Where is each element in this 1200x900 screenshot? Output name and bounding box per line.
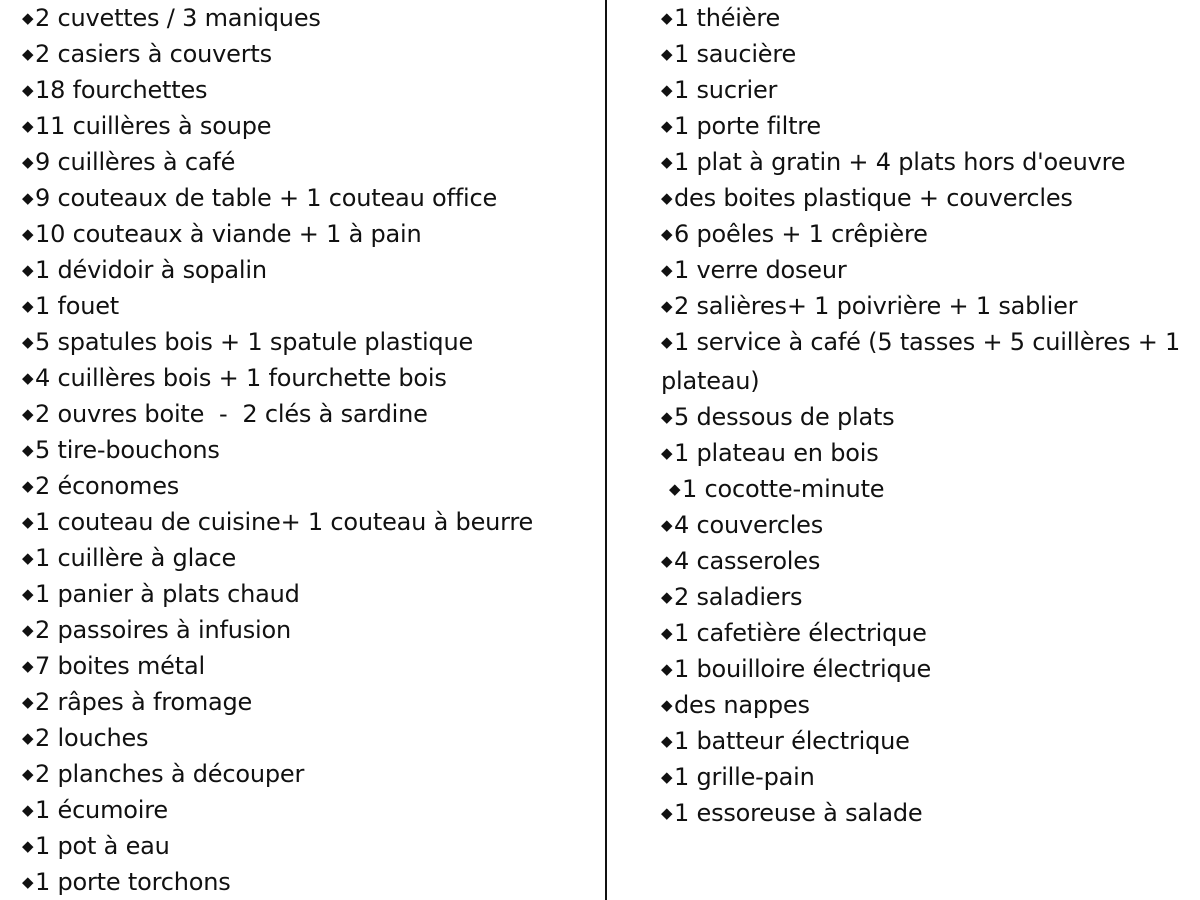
item-label: 1 couteau de cuisine+ 1 couteau à beurre: [35, 508, 534, 536]
bullet-icon: ◆: [22, 369, 34, 387]
list-item: [22, 288, 592, 324]
item-label: 2 ouvres boite - 2 clés à sardine: [35, 400, 428, 428]
bullet-icon: ◆: [22, 333, 34, 351]
item-label: 1 pot à eau: [35, 832, 170, 860]
item-label: 11 cuillères à soupe: [35, 112, 272, 140]
list-item: [22, 540, 592, 576]
bullet-icon: ◆: [22, 729, 34, 747]
list-item: [22, 504, 592, 540]
list-item: [22, 792, 592, 828]
bullet-icon: ◆: [661, 81, 673, 99]
bullet-icon: ◆: [661, 117, 673, 135]
bullet-icon: ◆: [661, 768, 673, 786]
list-item: [22, 180, 592, 216]
item-label-text: 1 service à café (5 tasses + 5 cuillères + 1 plateau): [661, 328, 1181, 395]
item-label: 5 spatules bois + 1 spatule plastique: [35, 328, 474, 356]
list-item: [22, 828, 592, 864]
bullet-icon: ◆: [22, 693, 34, 711]
item-label: 1 sucrier: [674, 76, 778, 104]
list-item: [22, 684, 592, 720]
item-label: 1 porte filtre: [674, 112, 821, 140]
list-item: [661, 36, 1191, 72]
bullet-icon: ◆: [22, 225, 34, 243]
item-label: 7 boites métal: [35, 652, 205, 680]
list-item: [22, 468, 592, 504]
list-item: [661, 507, 1191, 543]
list-item: [22, 648, 592, 684]
item-label: 1 verre doseur: [674, 256, 847, 284]
item-label: 2 économes: [35, 472, 180, 500]
bullet-icon: ◆: [661, 588, 673, 606]
bullet-icon: ◆: [661, 408, 673, 426]
bullet-icon: ◆: [22, 837, 34, 855]
item-label: 2 casiers à couverts: [35, 40, 272, 68]
list-item: [22, 108, 592, 144]
list-item: [661, 723, 1191, 759]
bullet-icon: ◆: [661, 297, 673, 315]
item-label: 1 théière: [674, 4, 781, 32]
item-label: 9 cuillères à café: [35, 148, 236, 176]
list-item: [22, 144, 592, 180]
bullet-icon: ◆: [661, 804, 673, 822]
item-label: 1 porte torchons: [35, 868, 231, 896]
bullet-icon: ◆: [22, 405, 34, 423]
bullet-icon: ◆: [22, 117, 34, 135]
item-label: 1 écumoire: [35, 796, 168, 824]
list-item: [22, 612, 592, 648]
item-label: 1 essoreuse à salade: [674, 799, 923, 827]
bullet-icon: ◆: [661, 9, 673, 27]
item-label: 18 fourchettes: [35, 76, 208, 104]
bullet-icon: ◆: [22, 657, 34, 675]
list-item: [661, 795, 1191, 831]
bullet-icon: ◆: [22, 153, 34, 171]
list-item: [661, 0, 1191, 36]
bullet-icon: ◆: [22, 297, 34, 315]
item-label: [648, 324, 1191, 399]
item-label: 1 cuillère à glace: [35, 544, 237, 572]
bullet-icon: ◆: [22, 9, 34, 27]
list-item: [22, 432, 592, 468]
list-item: [661, 72, 1191, 108]
list-item: [661, 399, 1191, 435]
bullet-icon: ◆: [22, 513, 34, 531]
list-item: [661, 471, 1191, 507]
bullet-icon: ◆: [661, 45, 673, 63]
list-item: [22, 756, 592, 792]
bullet-icon: ◆: [661, 660, 673, 678]
list-item: [22, 396, 592, 432]
item-label: des nappes: [674, 691, 810, 719]
item-label: 10 couteaux à viande + 1 à pain: [35, 220, 422, 248]
list-item: [661, 288, 1191, 324]
item-label: 2 saladiers: [674, 583, 803, 611]
item-label: 1 saucière: [674, 40, 797, 68]
list-item: [22, 720, 592, 756]
bullet-icon: ◆: [22, 477, 34, 495]
bullet-icon: ◆: [22, 873, 34, 891]
column-divider: [605, 0, 607, 900]
item-label: 1 fouet: [35, 292, 120, 320]
item-label: 2 cuvettes / 3 maniques: [35, 4, 321, 32]
right-item-list: [661, 0, 1191, 831]
list-item: [661, 543, 1191, 579]
bullet-icon: ◆: [661, 261, 673, 279]
bullet-icon: ◆: [669, 480, 681, 498]
bullet-icon: ◆: [661, 189, 673, 207]
list-item: [661, 651, 1191, 687]
item-label: 6 poêles + 1 crêpière: [674, 220, 928, 248]
list-item: [661, 687, 1191, 723]
item-label: 2 salières+ 1 poivrière + 1 sablier: [674, 292, 1078, 320]
list-item: [661, 180, 1191, 216]
list-item: [22, 0, 592, 36]
left-item-list: [22, 0, 592, 900]
item-label: 2 râpes à fromage: [35, 688, 253, 716]
bullet-icon: ◆: [22, 801, 34, 819]
list-item: [661, 759, 1191, 795]
list-item: [661, 252, 1191, 288]
item-label: 5 dessous de plats: [674, 403, 895, 431]
bullet-icon: ◆: [22, 585, 34, 603]
list-item: [661, 579, 1191, 615]
list-item: [22, 576, 592, 612]
bullet-icon: ◆: [661, 624, 673, 642]
item-label: 9 couteaux de table + 1 couteau office: [35, 184, 498, 212]
bullet-icon: ◆: [22, 45, 34, 63]
item-label: 1 grille-pain: [674, 763, 815, 791]
list-item: [661, 144, 1191, 180]
item-label: 1 plat à gratin + 4 plats hors d'oeuvre: [674, 148, 1126, 176]
bullet-icon: ◆: [22, 621, 34, 639]
bullet-icon: ◆: [22, 189, 34, 207]
bullet-icon: ◆: [22, 261, 34, 279]
bullet-icon: ◆: [661, 153, 673, 171]
list-item: [661, 324, 1191, 399]
bullet-icon: ◆: [661, 552, 673, 570]
bullet-icon: ◆: [22, 441, 34, 459]
list-item: [22, 252, 592, 288]
item-label: 1 plateau en bois: [674, 439, 879, 467]
list-item: [22, 72, 592, 108]
item-label: 1 batteur électrique: [674, 727, 910, 755]
list-item: [22, 216, 592, 252]
item-label: 1 bouilloire électrique: [674, 655, 932, 683]
bullet-icon: ◆: [661, 516, 673, 534]
item-label: 1 cocotte-minute: [682, 475, 885, 503]
bullet-icon: ◆: [22, 765, 34, 783]
list-item: [22, 324, 592, 360]
item-label: 4 cuillères bois + 1 fourchette bois: [35, 364, 447, 392]
bullet-icon: ◆: [22, 81, 34, 99]
list-item: [22, 864, 592, 900]
item-label: 4 casseroles: [674, 547, 821, 575]
list-item: [22, 360, 592, 396]
item-label: 1 panier à plats chaud: [35, 580, 300, 608]
bullet-icon: ◆: [661, 333, 673, 351]
list-item: [661, 615, 1191, 651]
list-item: [22, 36, 592, 72]
item-label: 4 couvercles: [674, 511, 824, 539]
bullet-icon: ◆: [661, 732, 673, 750]
list-item: [661, 435, 1191, 471]
item-label: 5 tire-bouchons: [35, 436, 220, 464]
bullet-icon: ◆: [661, 444, 673, 462]
item-label: des boites plastique + couvercles: [674, 184, 1073, 212]
item-label: 2 louches: [35, 724, 149, 752]
list-item: [661, 108, 1191, 144]
bullet-icon: ◆: [661, 225, 673, 243]
bullet-icon: ◆: [661, 696, 673, 714]
item-label: 1 dévidoir à sopalin: [35, 256, 267, 284]
item-label: 1 cafetière électrique: [674, 619, 927, 647]
list-item: [661, 216, 1191, 252]
bullet-icon: ◆: [22, 549, 34, 567]
item-label: 2 passoires à infusion: [35, 616, 291, 644]
item-label: 2 planches à découper: [35, 760, 305, 788]
